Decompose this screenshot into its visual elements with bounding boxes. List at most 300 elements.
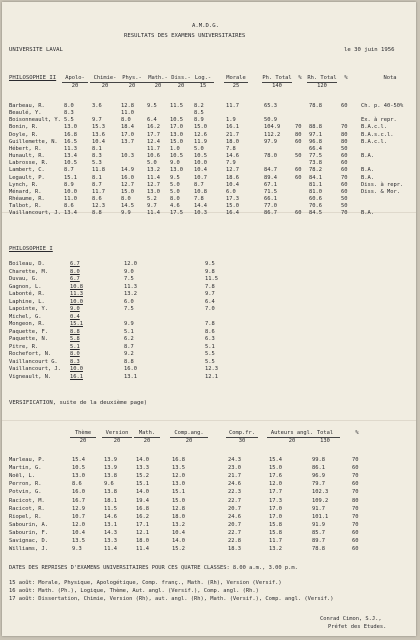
grade-cell: 71.5 (264, 188, 277, 195)
grade-cell: 9.7 (147, 203, 157, 210)
grade-cell: 5.0 (147, 160, 157, 167)
grade-cell: 12.6 (194, 131, 207, 138)
grade-cell: 13.0 (172, 481, 185, 488)
grade-cell: 16.2 (136, 513, 149, 520)
student-name: Laphine, L. (9, 298, 45, 305)
grade-cell: 7.8 (226, 145, 236, 152)
grade-cell: 14.4 (194, 203, 207, 210)
header-label: Morale (226, 75, 246, 81)
physics-grade: 9.9 (124, 321, 134, 327)
grade-cell: 9.7 (92, 117, 102, 124)
grade-cell: 14.3 (104, 529, 117, 536)
philo2-col-header (293, 75, 307, 82)
grade-cell: 10.4 (194, 167, 207, 174)
physics-grade: 9.2 (124, 351, 134, 357)
logic-grade: 8.6 (205, 328, 215, 335)
grade-cell: 17.6 (269, 473, 282, 480)
header-label: Comp.fr. (229, 430, 255, 436)
grade-cell: B.A.c.l. (361, 138, 387, 145)
section-title-philo1: PHILOSOPHIE I (9, 246, 53, 252)
philo2-row (2, 117, 416, 124)
grade-cell: 10.3 (194, 210, 207, 217)
logic-grade: 12.3 (205, 366, 218, 372)
grade-cell: 60 (295, 210, 302, 217)
grade-cell: 18.6 (226, 174, 239, 181)
grade-cell: 22.3 (228, 489, 241, 496)
grade-cell: 70 (352, 521, 359, 528)
student-name: Racicot, M. (9, 497, 45, 504)
grade-cell: 16.0 (121, 174, 134, 181)
grade-cell: 11.7 (269, 538, 282, 544)
grade-cell: 16.4 (226, 210, 239, 217)
versif-col-header (134, 430, 160, 444)
grade-cell: 16.8 (136, 505, 149, 512)
grade-cell: 24.3 (228, 457, 241, 463)
grade-cell: 13.3 (104, 538, 117, 544)
header-label: Thème (74, 430, 92, 436)
header-max: 20 (145, 82, 171, 90)
grade-cell: 8.7 (194, 181, 204, 188)
grade-cell: 12.7 (147, 181, 160, 188)
grade-cell: 17.3 (226, 195, 239, 202)
philo1-row (2, 351, 416, 358)
grade-cell: 91.9 (312, 521, 325, 528)
student-name: Pitre, R. (9, 343, 39, 350)
student-name: Michel, G. (9, 313, 42, 320)
grade-cell: 8.5 (194, 110, 204, 117)
grade-cell: 15.0 (170, 138, 183, 145)
grade-cell: 11.7 (147, 145, 160, 152)
grade-cell: 14.0 (172, 538, 185, 544)
grade-cell: Ch. p. 40-50% (361, 103, 404, 109)
grade-cell: 14.9 (121, 167, 134, 174)
grade-cell: 18.0 (226, 138, 239, 145)
philo1-row (2, 261, 416, 268)
grade-cell: B.A.s.c.l. (361, 131, 394, 138)
grade-cell: 10.5 (72, 465, 85, 472)
grade-cell: 13.6 (92, 131, 105, 138)
student-name: Hébert, R. (9, 145, 42, 152)
grade-cell: 10.7 (72, 513, 85, 520)
grade-cell: 7.8 (194, 195, 204, 202)
apologetics-grade: 6.7 (70, 261, 80, 267)
grade-cell: 17.0 (170, 124, 183, 131)
grade-cell: 85.7 (312, 529, 325, 536)
grade-cell: 9.3 (72, 546, 82, 553)
grade-cell: B.A. (361, 153, 374, 160)
grade-cell: 65.3 (264, 103, 277, 109)
grade-cell: 5.0 (170, 181, 180, 188)
logic-grade: 5.5 (205, 351, 215, 357)
grade-cell: 50 (341, 203, 348, 210)
philo1-row (2, 269, 416, 276)
grade-cell: 8.0 (121, 195, 131, 202)
student-name: Racicot, R. (9, 505, 45, 512)
grade-cell: 96.8 (309, 138, 322, 145)
physics-grade: 13.2 (124, 291, 137, 297)
grade-cell: 13.0 (64, 124, 77, 131)
grade-cell: 12.3 (92, 203, 105, 210)
grade-cell: 104.9 (264, 124, 281, 131)
student-name: Boisonneault, Y. (9, 117, 61, 124)
apologetics-grade: 10.0 (70, 298, 83, 305)
versif-col-header (350, 430, 364, 437)
philo2-row (2, 196, 416, 203)
header-label: % (355, 430, 359, 436)
grade-cell: 70 (341, 210, 348, 217)
header-label: Version (105, 430, 129, 436)
grade-cell: 9.6 (104, 481, 114, 488)
logic-grade: 9.5 (205, 261, 215, 267)
reexam-line-2: 16 août: Math. (Ph.), Logique, Thème, Aut. angl. (Versif.), Comp. angl. (Rh.) (9, 588, 259, 594)
grade-cell: 17.7 (147, 131, 160, 138)
physics-grade: 8.8 (124, 358, 134, 365)
grade-cell: 14.0 (136, 457, 149, 463)
philo1-row (2, 291, 416, 298)
grade-cell: 11.8 (92, 167, 105, 174)
versif-row (2, 538, 416, 545)
header-label: Math.- (148, 75, 168, 81)
grade-cell: 8.6 (92, 195, 102, 202)
grade-cell: 24.6 (228, 513, 241, 520)
grade-cell: 17.1 (136, 521, 149, 528)
grade-cell: 13.9 (104, 465, 117, 472)
grade-cell: 60 (341, 153, 348, 160)
philo2-row (2, 182, 416, 189)
apologetics-grade: 6.7 (70, 276, 80, 282)
grade-cell: 15.2 (172, 546, 185, 553)
grade-cell: 13.0 (147, 188, 160, 195)
student-name: Gagnon, L. (9, 283, 42, 290)
grade-cell: 15.0 (172, 497, 185, 504)
grade-cell: 10.5 (64, 160, 77, 167)
grade-cell: 20.7 (228, 505, 241, 512)
grade-cell: 10.5 (170, 117, 183, 124)
grade-cell: 10.4 (72, 529, 85, 536)
student-name: Paquette, F. (9, 328, 48, 335)
header-label: Total (316, 430, 334, 436)
grade-cell: 16.8 (64, 131, 77, 138)
student-name: Noël, L. (9, 473, 35, 480)
grade-cell: B.A. (361, 167, 374, 174)
grade-cell: 91.7 (312, 505, 325, 512)
section-title-philo2: PHILOSOPHIE II (9, 75, 57, 81)
grade-cell: 17.5 (170, 210, 183, 217)
university-name: UNIVERSITE LAVAL (9, 47, 63, 53)
grade-cell: 8.7 (92, 181, 102, 188)
header-max: 20 (90, 82, 120, 90)
grade-cell: 10.5 (170, 153, 183, 160)
grade-cell: 109.2 (312, 497, 329, 504)
grade-cell: 79.7 (312, 481, 325, 488)
grade-cell: 15.4 (269, 457, 282, 463)
grade-cell: 13.5 (72, 538, 85, 544)
grade-cell: 16.1 (226, 124, 239, 131)
grade-cell: 4.6 (170, 203, 180, 210)
apologetics-grade: 9.0 (70, 306, 80, 312)
header-label: % (344, 75, 348, 81)
apologetics-grade: 11.3 (70, 291, 83, 297)
student-name: Vigneault, N. (9, 373, 52, 380)
header-max: 20 (267, 437, 317, 445)
philo2-col-header (224, 75, 248, 89)
grade-cell: 16.0 (72, 489, 85, 496)
grade-cell: 112.2 (264, 131, 281, 138)
grade-cell: 12.0 (269, 481, 282, 488)
grade-cell: 17.0 (269, 505, 282, 512)
grade-cell: 50 (295, 153, 302, 160)
grade-cell: Diss. à repr. (361, 181, 404, 188)
grade-cell: 5.0 (194, 145, 204, 152)
grade-cell: 22.8 (228, 538, 241, 544)
grade-cell: 60 (341, 160, 348, 167)
philo2-row (2, 210, 416, 217)
versif-col-header (170, 430, 208, 444)
grade-cell: 88.8 (309, 124, 322, 131)
versif-col-header (310, 430, 340, 444)
apologetics-grade: 8.8 (70, 328, 80, 335)
grade-cell: 11.7 (226, 103, 239, 109)
grade-cell: 13.2 (172, 521, 185, 528)
header-label: Log.- (194, 75, 212, 81)
grade-cell: 70 (352, 513, 359, 520)
grade-cell: 70 (352, 489, 359, 496)
philo2-col-header (168, 75, 194, 89)
philo1-row (2, 306, 416, 313)
physics-grade: 7.5 (124, 276, 134, 282)
apologetics-grade: 10.8 (70, 283, 83, 290)
grade-cell: 70 (341, 174, 348, 181)
student-name: Beaulé, Y. (9, 110, 42, 117)
physics-grade: 12.0 (124, 261, 137, 267)
grade-cell: 13.2 (147, 167, 160, 174)
versif-row (2, 522, 416, 529)
philo1-row (2, 329, 416, 336)
philo1-row (2, 284, 416, 291)
header-max: 20 (62, 82, 88, 90)
grade-cell: 89.4 (264, 174, 277, 181)
grade-cell: 13.3 (136, 465, 149, 472)
header-label: Nota (383, 75, 397, 81)
grade-cell: 60 (341, 181, 348, 188)
grade-cell: 13.8 (104, 473, 117, 480)
grade-cell: 15.1 (64, 174, 77, 181)
grade-cell: 9.9 (121, 210, 131, 217)
grade-cell: 70 (352, 505, 359, 512)
logic-grade: 11.5 (205, 276, 218, 282)
header-label: Phys.- (122, 75, 142, 81)
grade-cell: 99.8 (312, 457, 325, 463)
physics-grade: 8.7 (124, 343, 134, 350)
grade-cell: 13.0 (170, 167, 183, 174)
logic-grade: 9.7 (205, 291, 215, 297)
grade-cell: 60.6 (309, 195, 322, 202)
grade-cell: 12.0 (172, 473, 185, 480)
philo2-col-header (339, 75, 353, 82)
versif-row (2, 489, 416, 496)
physics-grade: 9.0 (124, 268, 134, 275)
apologetics-grade: 5.1 (70, 343, 80, 350)
header-max: 30 (226, 437, 258, 445)
physics-grade: 16.0 (124, 366, 137, 372)
logic-grade: 6.4 (205, 298, 215, 305)
grade-cell: 23.0 (228, 465, 241, 472)
philo2-col-header (119, 75, 145, 89)
student-name: Perron, R. (9, 481, 42, 488)
apologetics-grade: 16.1 (70, 373, 83, 380)
grade-cell: 60 (341, 167, 348, 174)
student-name: Savignac, D. (9, 538, 48, 544)
grade-cell: 13.0 (170, 131, 183, 138)
grade-cell: 18.4 (121, 124, 134, 131)
grade-cell: 18.0 (172, 513, 185, 520)
grade-cell: 16.7 (72, 497, 85, 504)
philo1-row (2, 336, 416, 343)
grade-cell: 84.7 (264, 167, 277, 174)
student-name: Barbeau, R. (9, 103, 45, 109)
grade-cell: 70 (352, 473, 359, 480)
grade-cell: 70 (295, 124, 302, 131)
grade-cell: 78.2 (309, 167, 322, 174)
grade-cell: 15.0 (121, 188, 134, 195)
grade-cell: 8.1 (92, 174, 102, 181)
grade-cell: 60 (352, 529, 359, 536)
student-name: Ménard, R. (9, 188, 42, 195)
signature-title: Préfet des Etudes. (328, 624, 387, 630)
grade-cell: 102.3 (312, 489, 329, 496)
grade-cell: 8.3 (64, 110, 74, 117)
grade-cell: 17.0 (121, 131, 134, 138)
grade-cell: 8.0 (170, 195, 180, 202)
grade-cell: 8.2 (194, 103, 204, 109)
grade-cell: 80 (295, 131, 302, 138)
philo2-row (2, 189, 416, 196)
grade-cell: 12.7 (121, 181, 134, 188)
logic-grade: 9.8 (205, 268, 215, 275)
philo1-row (2, 314, 416, 321)
grade-cell: 8.1 (92, 145, 102, 152)
grade-cell: 5.2 (147, 195, 157, 202)
philo2-col-header (90, 75, 120, 89)
grade-cell: 10.0 (64, 188, 77, 195)
philo2-row (2, 139, 416, 146)
grade-cell: 70.6 (309, 203, 322, 210)
student-name: Vaillancourt, J. (9, 366, 61, 372)
grade-cell: 60 (352, 481, 359, 488)
grade-cell: 8.6 (72, 481, 82, 488)
grade-cell: 80 (341, 131, 348, 138)
grade-cell: 5.0 (170, 188, 180, 195)
grade-cell: 101.1 (312, 513, 329, 520)
grade-cell: 15.3 (92, 124, 105, 131)
header-label: Auteurs angl. (270, 430, 314, 436)
student-name: Talbot, R. (9, 203, 42, 210)
grade-cell: 17.3 (269, 497, 282, 504)
philo2-row (2, 124, 416, 131)
header-max: 20 (170, 437, 208, 445)
student-name: Labonté, R. (9, 291, 45, 297)
grade-cell: B.A.c.l. (361, 124, 387, 131)
grade-cell: 10.3 (121, 153, 134, 160)
grade-cell: 3.6 (92, 103, 102, 109)
grade-cell: 60 (352, 465, 359, 472)
philo1-row (2, 374, 416, 381)
grade-cell: 10.4 (226, 181, 239, 188)
header-max: 130 (310, 437, 340, 445)
student-name: Vaillancourt G. (9, 358, 58, 365)
grade-cell: 84.5 (309, 210, 322, 217)
grade-cell: 22.7 (228, 497, 241, 504)
philo1-row (2, 366, 416, 373)
reexam-line-3: 17 août: Dissertation, Chimie, Version (Rh), aut. angl. (Rh), Math. (Versif.), Comp. angl. (Versif.) (9, 596, 334, 602)
grade-cell: 20.7 (228, 521, 241, 528)
header-label: Ph. Total (262, 75, 292, 81)
logic-grade: 5.5 (205, 358, 215, 365)
apologetics-grade: 8.0 (70, 268, 80, 275)
grade-cell: 9.5 (147, 103, 157, 109)
grade-cell: 15.4 (72, 457, 85, 463)
versif-col-header (70, 430, 96, 444)
header-max: 20 (134, 437, 160, 445)
versif-row (2, 457, 416, 464)
grade-cell: 10.6 (147, 153, 160, 160)
grade-cell: 89.7 (312, 538, 325, 544)
grade-cell: 12.0 (72, 521, 85, 528)
grade-cell: 66.4 (309, 145, 322, 152)
grade-cell: 78.8 (309, 103, 322, 109)
grade-cell: 5.5 (64, 117, 74, 124)
grade-cell: 77.5 (309, 153, 322, 160)
grade-cell: 8.8 (92, 210, 102, 217)
grade-cell: 16.5 (64, 138, 77, 145)
grade-cell: 13.1 (104, 521, 117, 528)
grade-cell: 14.6 (226, 153, 239, 160)
grade-cell: 60 (295, 174, 302, 181)
section-title-versification: VERSIFICATION, suite de la deuxième page) (9, 400, 148, 406)
philo1-row (2, 344, 416, 351)
student-name: Potvin, G. (9, 489, 42, 496)
grade-cell: 18.0 (136, 538, 149, 544)
logic-grade: 7.8 (205, 283, 215, 290)
philo2-row (2, 160, 416, 167)
grade-cell: 8.0 (64, 103, 74, 109)
philo2-col-header (307, 75, 337, 89)
logic-grade: 12.1 (205, 373, 218, 380)
grade-cell: 11.5 (170, 103, 183, 109)
grade-cell: 14.5 (121, 203, 134, 210)
header-max: 20 (168, 82, 194, 90)
grade-cell: 70 (341, 124, 348, 131)
header-label: Chimie- (93, 75, 117, 81)
student-name: Williams, J. (9, 546, 48, 553)
apologetics-grade: 5.8 (70, 336, 80, 342)
grade-cell: 12.4 (147, 138, 160, 145)
versif-row (2, 530, 416, 537)
grade-cell: 12.1 (136, 529, 149, 536)
grade-cell: 60 (295, 138, 302, 145)
grade-cell: 11.0 (121, 110, 134, 117)
grade-cell: 12.8 (172, 505, 185, 512)
grade-cell: 13.4 (64, 153, 77, 160)
grade-cell: 80 (352, 497, 359, 504)
philo2-row (2, 167, 416, 174)
grade-cell: 60 (341, 103, 348, 109)
apologetics-grade: 10.0 (70, 366, 83, 372)
grade-cell: 10.5 (194, 153, 207, 160)
grade-cell: 66.1 (264, 195, 277, 202)
student-name: Charette, M. (9, 268, 48, 275)
apologetics-grade: 8.3 (70, 358, 80, 365)
